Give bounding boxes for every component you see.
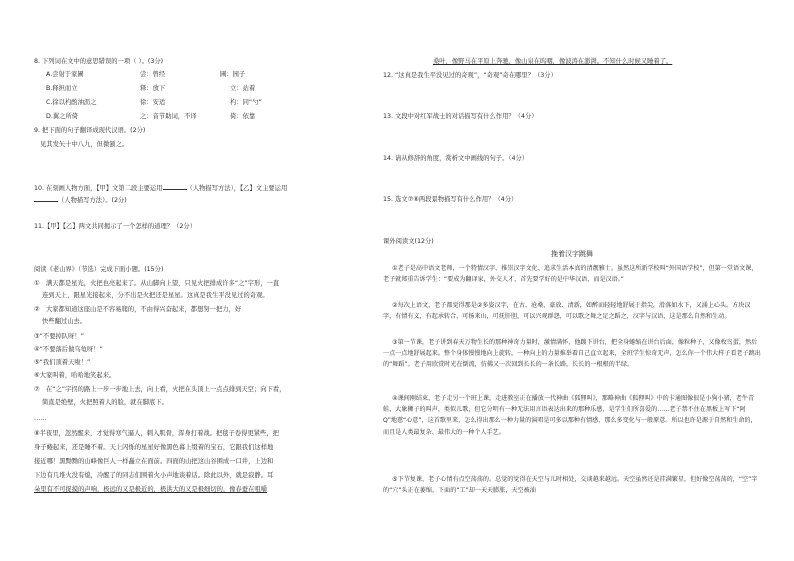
p8-line1: ⑧半夜里，忽然醒来，才觉得寒气逼人，刺入肌骨，浑身打着战。把毯子卷得更紧些，把 [34,430,279,437]
q8-option-d-gloss1: 之：音节助词，不译 [140,113,197,120]
q8-option-c-gloss2: 杓：同“勺” [230,99,262,106]
q10-part1: 10. 在刻画人物方面，【甲】文第二段主要运用 [34,185,163,192]
q8-option-b: B.释担而立 [46,85,78,92]
q8-option-c-gloss1: 徐：安适 [140,99,166,106]
article-p4: ④课间刚结束，老子走另一个班上课，走进教室正在播放一代神曲《狐狸叫》，那略神曲《狐狸叫》中的卡通图像很是小狗小猪，老牛青蛙、大象狮子的叫声，类似儿歌，但它分明有一种无法用言语表达出来的那种乐感，是学生们所喜爱的……老子禁不住在黑板上写下“阿 Q”地慈“心意”，这首歌里来，怎么得出那么一种力量的演唱是可多以那种有情感，那么多变化与一般原意。所以也许是源于自然和生命的，而且是人类最复杂、最伟大的一种个人手艺。 [383,395,757,436]
q8-option-c: C.徐以杓酌油沥之 [46,99,97,106]
p8-line5-underlined: 朵里有不可捉摸的声响，极远的又是极近的，极洪大的又是极细切的，像春蚕在咀嚼 [34,486,267,493]
article-p5: ⑤下节复课，老子心情有点空荡荡的。总觉的觉得在天空与儿时相处，交谈越来越远。天空虽然还是挂满繁星，但好像空荡荡的，“空”字的“穴”头正在萎缩，下面的“工”却一天天膨胀，天空被油 [383,476,758,495]
q10-text [34,183,287,193]
p7-line1: ⑦ 在“之”字拐的路上一步一步地上去，向上看，火把在头顶上一点点排到天空；向下看， [34,386,286,393]
q9-stem: 9. 把下面的句子翻译成现代汉语。(2分) [34,127,146,134]
p4: ④“不要落后做乌龟呀！” [34,346,103,353]
p8-continuation-underlined: 桑叶，像野马在平原上奔驰，像山泉在呜咽，像波涛在澎湃。不知什么时候又睡着了。 [433,58,673,65]
q12-stem: 12. “这真是我生平没见过的奇观”，“奇观”奇在哪里？（3分） [383,72,557,79]
p8-line4: 下边有几堆火没有熄，冷醒了的同志们围着火小声地谈着话。除此以外，就是寂静。耳 [34,472,274,479]
extra-reading-heading: 课外阅读文(12分) [383,238,434,245]
p8-line2: 身子蜷起来，还是睡不着。天上闪烁的星星好像黑色幕上缀着的宝石，它跟我们这样地 [34,444,274,451]
q15-stem: 15. 选文⑦⑧两段景物描写有什么作用？（4分） [383,196,518,203]
p2-line1: ② 大家都知道这座山是不容易爬的，不由得兴奋起来，都想努一把力，好 [34,306,242,313]
p1-line1: ① 满天都是星光，火把也亮起来了。从山脚向上望，只见火把排成许多“之”字形，一直 [34,280,280,287]
p8-line3: 接近哪！黑黝黝的山峰像巨人一样矗立在面前。四面的山把这山谷围成一口井，上边和 [34,458,274,465]
q10-part2: （人物描写方法），【乙】文主要运用 [186,185,288,192]
article-p3: ③第一节课，老子讲到春天万物生长的那种神奇力量时，激情满怀，他踱下讲台，把全身蜷缩在讲台后面，像粒种子，又像枚鸟蛋，然后一点一点地舒展起来。整个身体慢慢地向上旋转，一种向上的力量推举着自己直立起来，全班学生惊奇无声，怎么你一个伟大样子看老子跳出的“舞蹈”。老子用欣赏时光在倒流，仿佛又一次回到长长的一条长路，长长的一根根的半绿。 [383,339,761,369]
p1-line2: 连到天上，跟星光接起来，分不出是火把还是星星。这真是我生平没见过的奇观。 [42,292,269,299]
q8-option-a: A.尝射于家圃 [46,71,84,78]
reading-title: 阅读《老山界》（节选）完成下面小题。(15分) [34,266,164,273]
q14-stem: 14. 请从修辞的角度，赏析文中画线的句子。（4分） [383,155,529,162]
p2-line2: 快些翻过山去。 [42,318,87,325]
q8-option-a-gloss2: 圃：园子 [220,71,246,78]
p5: ⑤“我们顶着天啦！” [34,359,91,366]
p6: ⑥大家叫着，哈哈地笑起来。 [34,372,116,379]
q8-option-b-gloss1: 释：放下 [140,85,166,92]
article-p2: ②每次上语文，老子都觉得那是②多姿汉字，在古、沧桑、豪放、清新，如醉而轻轻地舒展于指尖，滑落如水下，又涌上心头。方块汉字，有情有义，有起承转合，可扬来山，可抚肝胆，可以兴观群怨，可以歌之舞之足之蹈之，汉字与汉语，这是那么自然和生动。 [383,302,751,321]
q8-option-d: D.翼之所倚 [46,113,79,120]
article-title: 挽着汉字跳舞 [551,250,593,258]
q8-option-b-gloss2: 立：站着 [230,85,256,92]
q8-option-d-gloss2: 倚：依靠 [230,113,256,120]
p7-line2: 简直是绝壁，火把照着人的脸，就在脚底下。 [42,399,168,406]
right-column [383,0,761,561]
q9-sentence: 见其发矢十中八九，但微颔之。 [40,141,129,148]
q13-stem: 13. 文段中对红军战士的对话描写有什么作用？（4分） [383,113,538,120]
q10-blank2[interactable] [34,195,58,202]
p3: ③“不要掉队呀！” [34,333,84,340]
q10-text-line2 [34,195,127,205]
article-p1: ①老子是高中语文老师，一个特情汉字、推崇汉字文化、追求生活本真的清靓雅士。虽然这所新学校叫“外国语学校”，但第一堂语文课，老子就郑重告诉学生：“要成为翻译家，外交人才，首先要学好的是中华汉语，而是汉语。” [383,265,758,284]
q11-stem: 11.【甲】【乙】两文共同揭示了一个怎样的道理？（2分） [34,223,196,230]
q8-stem: 8. 下列词在文中的意思错误的一项（ ）。(3分) [34,58,164,65]
q8-option-a-gloss1: 尝：曾经 [140,71,166,78]
ellipsis: …… [34,415,47,422]
q10-part3: （人物描写方法）。(2分) [58,197,127,204]
left-column [34,0,374,561]
q10-blank1[interactable] [163,183,187,190]
